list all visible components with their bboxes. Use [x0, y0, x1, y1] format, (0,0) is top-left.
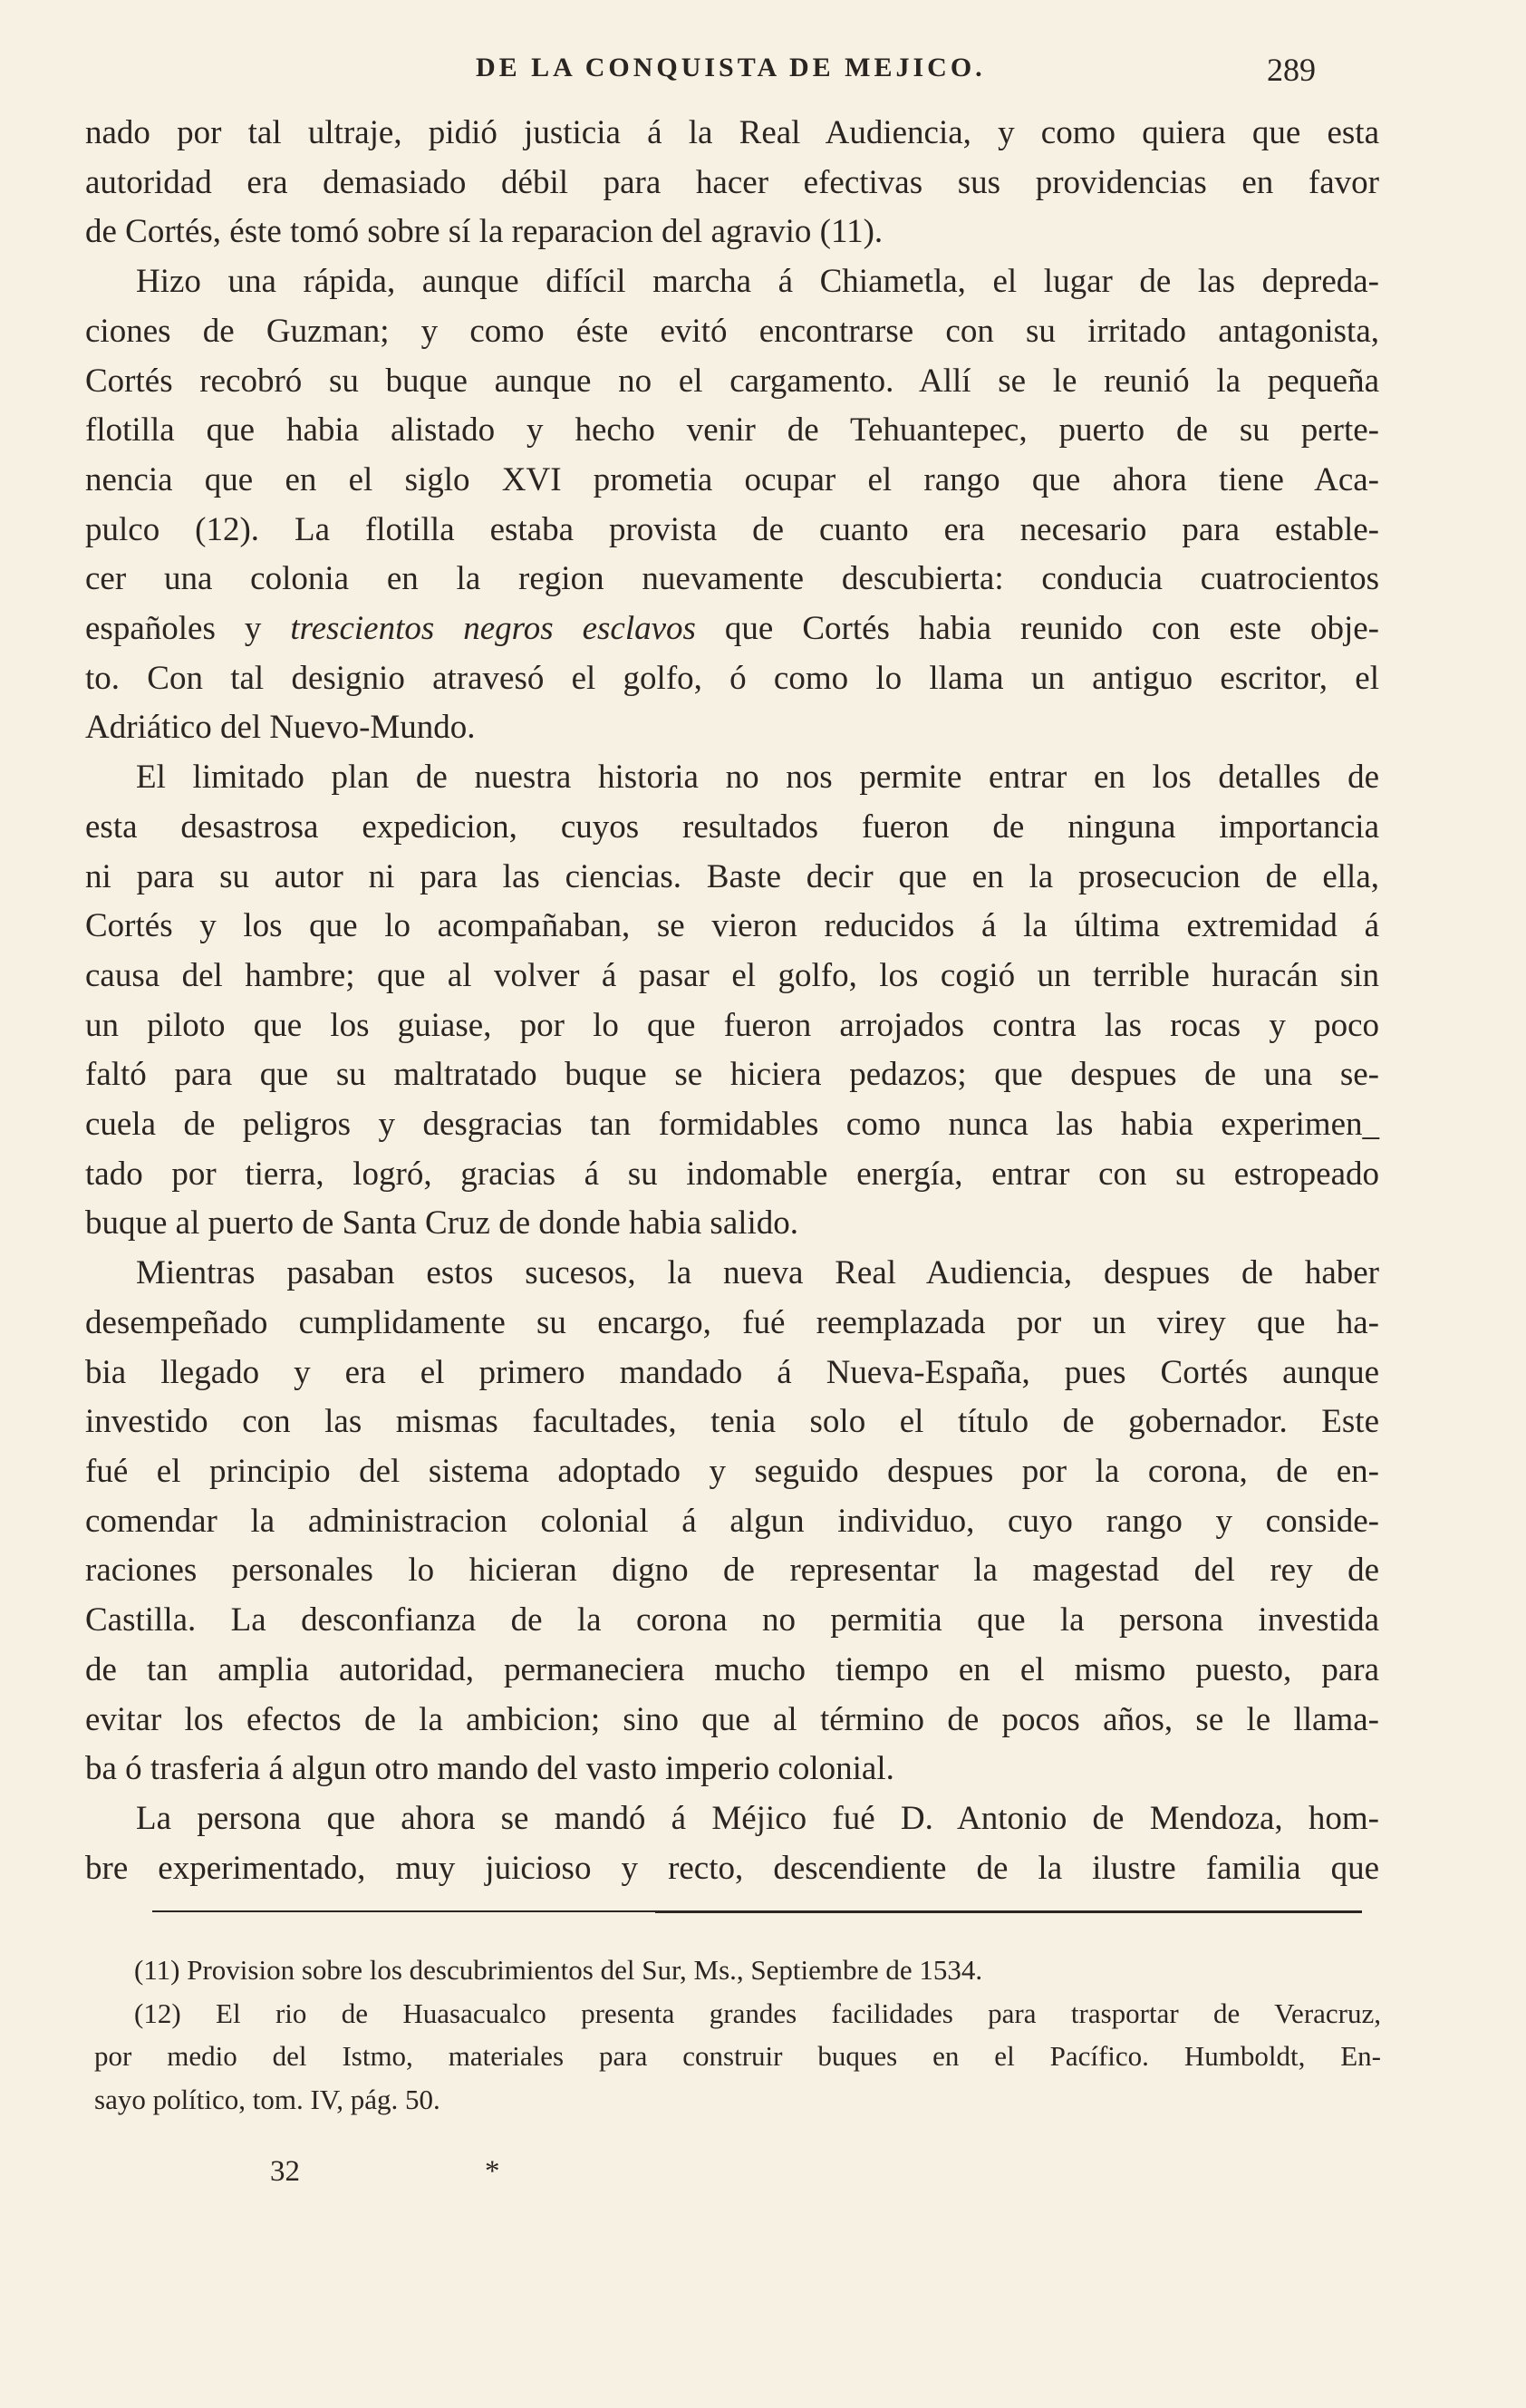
- text-line: evitar los efectos de la ambicion; sino que al término de pocos años, se le llama-: [85, 1700, 1379, 1738]
- text-line: causa del hambre; que al volver á pasar el golfo, los cogió un terrible huracán sin: [85, 956, 1379, 994]
- text-line: La persona que ahora se mandó á Méjico fué D. Antonio de Mendoza, hom-: [136, 1799, 1379, 1837]
- text-line: buque al puerto de Santa Cruz de donde habia salido.: [85, 1204, 799, 1243]
- text-line: to. Con tal designio atravesó el golfo, ó como lo llama un antiguo escritor, el: [85, 659, 1379, 697]
- text-line: autoridad era demasiado débil para hacer efectivas sus providencias en favor: [85, 163, 1379, 201]
- text-line: fué el principio del sistema adoptado y seguido despues por la corona, de en-: [85, 1452, 1379, 1490]
- text-line: pulco (12). La flotilla estaba provista de cuanto era necesario para estable-: [85, 510, 1379, 548]
- text-line: un piloto que los guiase, por lo que fueron arrojados contra las rocas y poco: [85, 1006, 1379, 1044]
- text-line: Cortés y los que lo acompañaban, se vieron reducidos á la última extremidad á: [85, 907, 1379, 945]
- text-line: cuela de peligros y desgracias tan formidables como nunca las habia experimen_: [85, 1106, 1379, 1144]
- text-line: cer una colonia en la region nuevamente descubierta: conducia cuatrocientos: [85, 560, 1379, 598]
- body-text: [85, 109, 1379, 1893]
- text-line: [85, 604, 1379, 654]
- text-line: comendar la administracion colonial á algun individuo, cuyo rango y conside-: [85, 1502, 1379, 1540]
- footnote-11: (11) Provision sobre los descubrimientos del Sur, Ms., Septiembre de 1534.: [134, 1954, 983, 1986]
- text-line: investido con las mismas facultades, tenia solo el título de gobernador. Este: [85, 1403, 1379, 1441]
- footnote-12: (12) El rio de Huasacualco presenta grandes facilidades para trasportar de Veracruz,: [134, 1997, 1381, 2029]
- text-line: raciones personales lo hicieran digno de representar la magestad del rey de: [85, 1552, 1379, 1590]
- signature-mark: 32: [270, 2155, 300, 2188]
- text-line: tado por tierra, logró, gracias á su indomable energía, entrar con su estropeado: [85, 1155, 1379, 1193]
- italic-phrase: trescientos negros esclavos: [290, 610, 696, 648]
- text-line: Mientras pasaban estos sucesos, la nueva Real Audiencia, despues de haber: [136, 1254, 1379, 1292]
- footnotes: [94, 1949, 1381, 2121]
- text-line: faltó para que su maltratado buque se hiciera pedazos; que despues de una se-: [85, 1056, 1379, 1094]
- page-header: [0, 53, 1526, 98]
- text-line: de Cortés, éste tomó sobre sí la reparacion del agravio (11).: [85, 213, 884, 251]
- text-line: nencia que en el siglo XVI prometia ocupar el rango que ahora tiene Aca-: [85, 460, 1379, 498]
- text-line: flotilla que habia alistado y hecho venir de Tehuantepec, puerto de su perte-: [85, 411, 1379, 450]
- text-line: ciones de Guzman; y como éste evitó encontrarse con su irritado antagonista,: [85, 312, 1379, 350]
- text-line: El limitado plan de nuestra historia no nos permite entrar en los detalles de: [136, 759, 1379, 797]
- text-line: Hizo una rápida, aunque difícil marcha á Chiametla, el lugar de las depreda-: [136, 263, 1379, 301]
- text-line: bia llegado y era el primero mandado á Nueva-España, pues Cortés aunque: [85, 1353, 1379, 1391]
- text-line: Cortés recobró su buque aunque no el cargamento. Allí se le reunió la pequeña: [85, 362, 1379, 400]
- text-line: bre experimentado, muy juicioso y recto, descendiente de la ilustre familia que: [85, 1849, 1379, 1887]
- text-line: ba ó trasferia á algun otro mando del vasto imperio colonial.: [85, 1750, 894, 1788]
- footnote-divider-thin: [152, 1910, 655, 1912]
- text-line: desempeñado cumplidamente su encargo, fué reemplazada por un virey que ha-: [85, 1303, 1379, 1341]
- text-line: ni para su autor ni para las ciencias. Baste decir que en la prosecucion de ella,: [85, 857, 1379, 895]
- text-line: Adriático del Nuevo-Mundo.: [85, 709, 476, 747]
- footnote-divider-thick: [655, 1910, 1362, 1913]
- text-segment: que Cortés habia reunido con este obje-: [695, 610, 1379, 648]
- text-line: Castilla. La desconfianza de la corona no permitia que la persona investida: [85, 1601, 1379, 1639]
- footnote-line: por medio del Istmo, materiales para construir buques en el Pacífico. Humboldt, En-: [94, 2040, 1381, 2072]
- running-title: DE LA CONQUISTA DE MEJICO.: [476, 53, 986, 82]
- page-number: 289: [1267, 52, 1316, 88]
- text-line: esta desastrosa expedicion, cuyos resultados fueron de ninguna importancia: [85, 808, 1379, 846]
- text-segment: españoles y: [85, 610, 291, 648]
- text-line: de tan amplia autoridad, permaneciera mucho tiempo en el mismo puesto, para: [85, 1650, 1379, 1688]
- footnote-line: sayo político, tom. IV, pág. 50.: [94, 2083, 440, 2115]
- asterisk-mark: *: [485, 2155, 500, 2188]
- text-line: nado por tal ultraje, pidió justicia á la Real Audiencia, y como quiera que esta: [85, 114, 1379, 151]
